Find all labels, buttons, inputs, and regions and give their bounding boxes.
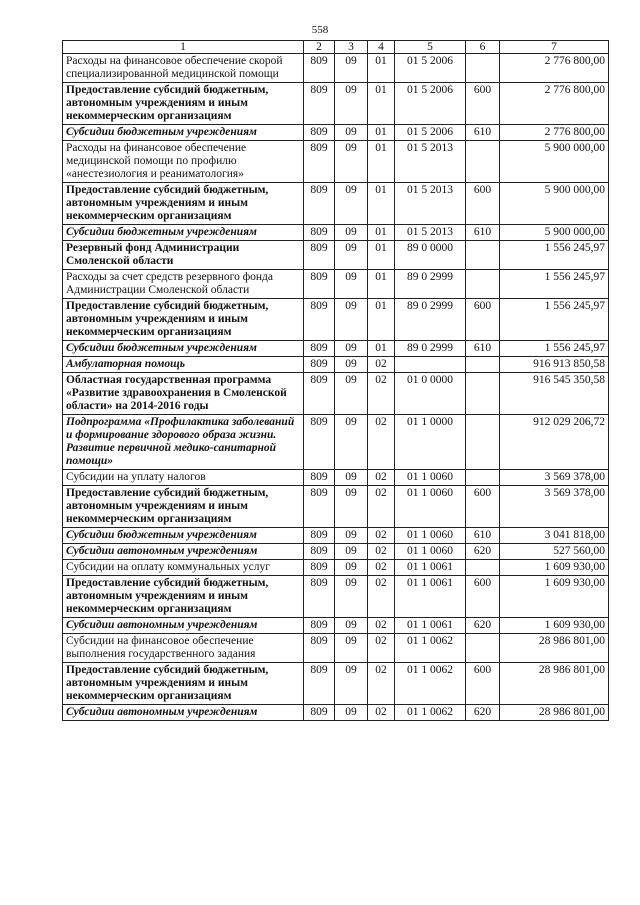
section-code-cell: 09	[335, 241, 368, 270]
ministry-code-cell: 809	[304, 528, 335, 544]
expense-type-cell: 600	[466, 299, 500, 341]
expense-type-cell: 600	[466, 663, 500, 705]
ministry-code-cell: 809	[304, 357, 335, 373]
amount-cell: 2 776 800,00	[500, 83, 609, 125]
expense-type-cell: 600	[466, 576, 500, 618]
target-article-cell: 01 1 0061	[395, 576, 466, 618]
expense-type-cell	[466, 373, 500, 415]
table-row	[63, 270, 609, 299]
target-article-cell: 01 1 0062	[395, 634, 466, 663]
item-name-cell: Областная государственная программа «Развитие здравоохранения в Смоленской области» на 2014-2016 годы	[63, 373, 304, 415]
target-article-cell: 01 5 2006	[395, 54, 466, 83]
table-row	[63, 544, 609, 560]
item-name-cell: Субсидии на уплату налогов	[63, 470, 304, 486]
subsection-code-cell: 02	[368, 528, 395, 544]
amount-cell: 5 900 000,00	[500, 141, 609, 183]
column-header: 4	[368, 41, 395, 54]
expense-type-cell	[466, 415, 500, 470]
section-code-cell: 09	[335, 270, 368, 299]
subsection-code-cell: 02	[368, 663, 395, 705]
ministry-code-cell: 809	[304, 560, 335, 576]
expense-type-cell: 600	[466, 83, 500, 125]
section-code-cell: 09	[335, 357, 368, 373]
amount-cell: 1 556 245,97	[500, 270, 609, 299]
target-article-cell: 89 0 2999	[395, 299, 466, 341]
column-header: 5	[395, 41, 466, 54]
ministry-code-cell: 809	[304, 241, 335, 270]
target-article-cell: 01 1 0061	[395, 560, 466, 576]
subsection-code-cell: 02	[368, 470, 395, 486]
ministry-code-cell: 809	[304, 705, 335, 721]
ministry-code-cell: 809	[304, 486, 335, 528]
expense-type-cell	[466, 241, 500, 270]
subsection-code-cell: 02	[368, 576, 395, 618]
subsection-code-cell: 01	[368, 54, 395, 83]
section-code-cell: 09	[335, 415, 368, 470]
subsection-code-cell: 02	[368, 415, 395, 470]
subsection-code-cell: 01	[368, 241, 395, 270]
item-name-cell: Субсидии на оплату коммунальных услуг	[63, 560, 304, 576]
ministry-code-cell: 809	[304, 270, 335, 299]
subsection-code-cell: 02	[368, 373, 395, 415]
target-article-cell: 01 5 2006	[395, 125, 466, 141]
target-article-cell: 01 1 0062	[395, 705, 466, 721]
section-code-cell: 09	[335, 299, 368, 341]
expense-type-cell: 620	[466, 618, 500, 634]
expense-type-cell: 600	[466, 183, 500, 225]
item-name-cell: Амбулаторная помощь	[63, 357, 304, 373]
subsection-code-cell: 01	[368, 341, 395, 357]
section-code-cell: 09	[335, 141, 368, 183]
subsection-code-cell: 02	[368, 618, 395, 634]
target-article-cell: 01 1 0000	[395, 415, 466, 470]
amount-cell: 28 986 801,00	[500, 663, 609, 705]
table-row	[63, 83, 609, 125]
subsection-code-cell: 01	[368, 183, 395, 225]
section-code-cell: 09	[335, 125, 368, 141]
section-code-cell: 09	[335, 373, 368, 415]
ministry-code-cell: 809	[304, 125, 335, 141]
ministry-code-cell: 809	[304, 415, 335, 470]
table-row	[63, 125, 609, 141]
section-code-cell: 09	[335, 341, 368, 357]
target-article-cell: 01 0 0000	[395, 373, 466, 415]
ministry-code-cell: 809	[304, 576, 335, 618]
table-row	[63, 54, 609, 83]
section-code-cell: 09	[335, 83, 368, 125]
item-name-cell: Субсидии бюджетным учреждениям	[63, 125, 304, 141]
amount-cell: 3 569 378,00	[500, 486, 609, 528]
target-article-cell: 89 0 2999	[395, 270, 466, 299]
table-row	[63, 576, 609, 618]
subsection-code-cell: 02	[368, 544, 395, 560]
subsection-code-cell: 02	[368, 560, 395, 576]
target-article-cell: 01 1 0060	[395, 528, 466, 544]
subsection-code-cell: 02	[368, 357, 395, 373]
expense-type-cell: 620	[466, 544, 500, 560]
section-code-cell: 09	[335, 618, 368, 634]
expense-type-cell	[466, 54, 500, 83]
amount-cell: 2 776 800,00	[500, 54, 609, 83]
target-article-cell: 89 0 2999	[395, 341, 466, 357]
subsection-code-cell: 01	[368, 83, 395, 125]
amount-cell: 1 609 930,00	[500, 560, 609, 576]
target-article-cell: 89 0 0000	[395, 241, 466, 270]
column-header: 7	[500, 41, 609, 54]
amount-cell: 3 569 378,00	[500, 470, 609, 486]
ministry-code-cell: 809	[304, 141, 335, 183]
ministry-code-cell: 809	[304, 634, 335, 663]
amount-cell: 1 556 245,97	[500, 341, 609, 357]
expense-type-cell	[466, 634, 500, 663]
table-row	[63, 357, 609, 373]
expense-type-cell: 600	[466, 486, 500, 528]
table-row	[63, 663, 609, 705]
table-header-row	[63, 41, 609, 54]
table-row	[63, 225, 609, 241]
ministry-code-cell: 809	[304, 373, 335, 415]
column-header: 3	[335, 41, 368, 54]
expense-type-cell	[466, 470, 500, 486]
ministry-code-cell: 809	[304, 54, 335, 83]
item-name-cell: Предоставление субсидий бюджетным, автономным учреждениям и иным некоммерческим организациям	[63, 83, 304, 125]
section-code-cell: 09	[335, 544, 368, 560]
column-header: 1	[63, 41, 304, 54]
expense-type-cell: 610	[466, 341, 500, 357]
amount-cell: 1 556 245,97	[500, 241, 609, 270]
subsection-code-cell: 02	[368, 634, 395, 663]
ministry-code-cell: 809	[304, 470, 335, 486]
table-row	[63, 705, 609, 721]
subsection-code-cell: 01	[368, 225, 395, 241]
expense-type-cell: 620	[466, 705, 500, 721]
table-row	[63, 141, 609, 183]
table-row	[63, 470, 609, 486]
table-row	[63, 341, 609, 357]
section-code-cell: 09	[335, 54, 368, 83]
item-name-cell: Предоставление субсидий бюджетным, автономным учреждениям и иным некоммерческим организациям	[63, 486, 304, 528]
subsection-code-cell: 02	[368, 705, 395, 721]
amount-cell: 912 029 206,72	[500, 415, 609, 470]
table-row	[63, 415, 609, 470]
expense-type-cell: 610	[466, 225, 500, 241]
ministry-code-cell: 809	[304, 341, 335, 357]
amount-cell: 916 913 850,58	[500, 357, 609, 373]
section-code-cell: 09	[335, 634, 368, 663]
table-row	[63, 373, 609, 415]
amount-cell: 1 609 930,00	[500, 576, 609, 618]
item-name-cell: Предоставление субсидий бюджетным, автономным учреждениям и иным некоммерческим организациям	[63, 183, 304, 225]
section-code-cell: 09	[335, 486, 368, 528]
item-name-cell: Расходы на финансовое обеспечение медицинской помощи по профилю «анестезиология и реаниматология»	[63, 141, 304, 183]
target-article-cell	[395, 357, 466, 373]
ministry-code-cell: 809	[304, 544, 335, 560]
item-name-cell: Субсидии на финансовое обеспечение выполнения государственного задания	[63, 634, 304, 663]
column-header: 2	[304, 41, 335, 54]
amount-cell: 28 986 801,00	[500, 705, 609, 721]
target-article-cell: 01 5 2013	[395, 225, 466, 241]
item-name-cell: Расходы на финансовое обеспечение скорой специализированной медицинской помощи	[63, 54, 304, 83]
amount-cell: 5 900 000,00	[500, 225, 609, 241]
amount-cell: 5 900 000,00	[500, 183, 609, 225]
item-name-cell: Субсидии автономным учреждениям	[63, 544, 304, 560]
table-row	[63, 618, 609, 634]
table-row	[63, 528, 609, 544]
section-code-cell: 09	[335, 183, 368, 225]
budget-table	[62, 40, 609, 721]
amount-cell: 1 556 245,97	[500, 299, 609, 341]
subsection-code-cell: 01	[368, 141, 395, 183]
target-article-cell: 01 5 2006	[395, 83, 466, 125]
amount-cell: 916 545 350,58	[500, 373, 609, 415]
target-article-cell: 01 1 0062	[395, 663, 466, 705]
table-row	[63, 299, 609, 341]
section-code-cell: 09	[335, 225, 368, 241]
section-code-cell: 09	[335, 560, 368, 576]
subsection-code-cell: 01	[368, 299, 395, 341]
item-name-cell: Предоставление субсидий бюджетным, автономным учреждениям и иным некоммерческим организациям	[63, 576, 304, 618]
item-name-cell: Предоставление субсидий бюджетным, автономным учреждениям и иным некоммерческим организациям	[63, 299, 304, 341]
item-name-cell: Субсидии автономным учреждениям	[63, 618, 304, 634]
amount-cell: 2 776 800,00	[500, 125, 609, 141]
ministry-code-cell: 809	[304, 663, 335, 705]
amount-cell: 527 560,00	[500, 544, 609, 560]
amount-cell: 3 041 818,00	[500, 528, 609, 544]
ministry-code-cell: 809	[304, 183, 335, 225]
table-row	[63, 241, 609, 270]
target-article-cell: 01 1 0060	[395, 486, 466, 528]
table-body	[63, 54, 609, 721]
expense-type-cell	[466, 270, 500, 299]
table-row	[63, 183, 609, 225]
ministry-code-cell: 809	[304, 618, 335, 634]
expense-type-cell: 610	[466, 125, 500, 141]
target-article-cell: 01 5 2013	[395, 183, 466, 225]
table-row	[63, 486, 609, 528]
item-name-cell: Предоставление субсидий бюджетным, автономным учреждениям и иным некоммерческим организациям	[63, 663, 304, 705]
ministry-code-cell: 809	[304, 83, 335, 125]
item-name-cell: Субсидии бюджетным учреждениям	[63, 225, 304, 241]
item-name-cell: Субсидии бюджетным учреждениям	[63, 341, 304, 357]
section-code-cell: 09	[335, 576, 368, 618]
ministry-code-cell: 809	[304, 225, 335, 241]
amount-cell: 28 986 801,00	[500, 634, 609, 663]
expense-type-cell: 610	[466, 528, 500, 544]
amount-cell: 1 609 930,00	[500, 618, 609, 634]
target-article-cell: 01 1 0060	[395, 470, 466, 486]
target-article-cell: 01 1 0061	[395, 618, 466, 634]
subsection-code-cell: 01	[368, 125, 395, 141]
ministry-code-cell: 809	[304, 299, 335, 341]
table-row	[63, 560, 609, 576]
target-article-cell: 01 5 2013	[395, 141, 466, 183]
item-name-cell: Субсидии бюджетным учреждениям	[63, 528, 304, 544]
item-name-cell: Подпрограмма «Профилактика заболеваний и формирование здорового образа жизни. Развитие первичной медико-санитарной помощи»	[63, 415, 304, 470]
item-name-cell: Резервный фонд Администрации Смоленской области	[63, 241, 304, 270]
expense-type-cell	[466, 560, 500, 576]
expense-type-cell	[466, 357, 500, 373]
column-header: 6	[466, 41, 500, 54]
item-name-cell: Расходы за счет средств резервного фонда Администрации Смоленской области	[63, 270, 304, 299]
target-article-cell: 01 1 0060	[395, 544, 466, 560]
subsection-code-cell: 01	[368, 270, 395, 299]
subsection-code-cell: 02	[368, 486, 395, 528]
section-code-cell: 09	[335, 528, 368, 544]
section-code-cell: 09	[335, 705, 368, 721]
page-number: 558	[311, 24, 329, 36]
table-row	[63, 634, 609, 663]
section-code-cell: 09	[335, 470, 368, 486]
item-name-cell: Субсидии автономным учреждениям	[63, 705, 304, 721]
section-code-cell: 09	[335, 663, 368, 705]
expense-type-cell	[466, 141, 500, 183]
